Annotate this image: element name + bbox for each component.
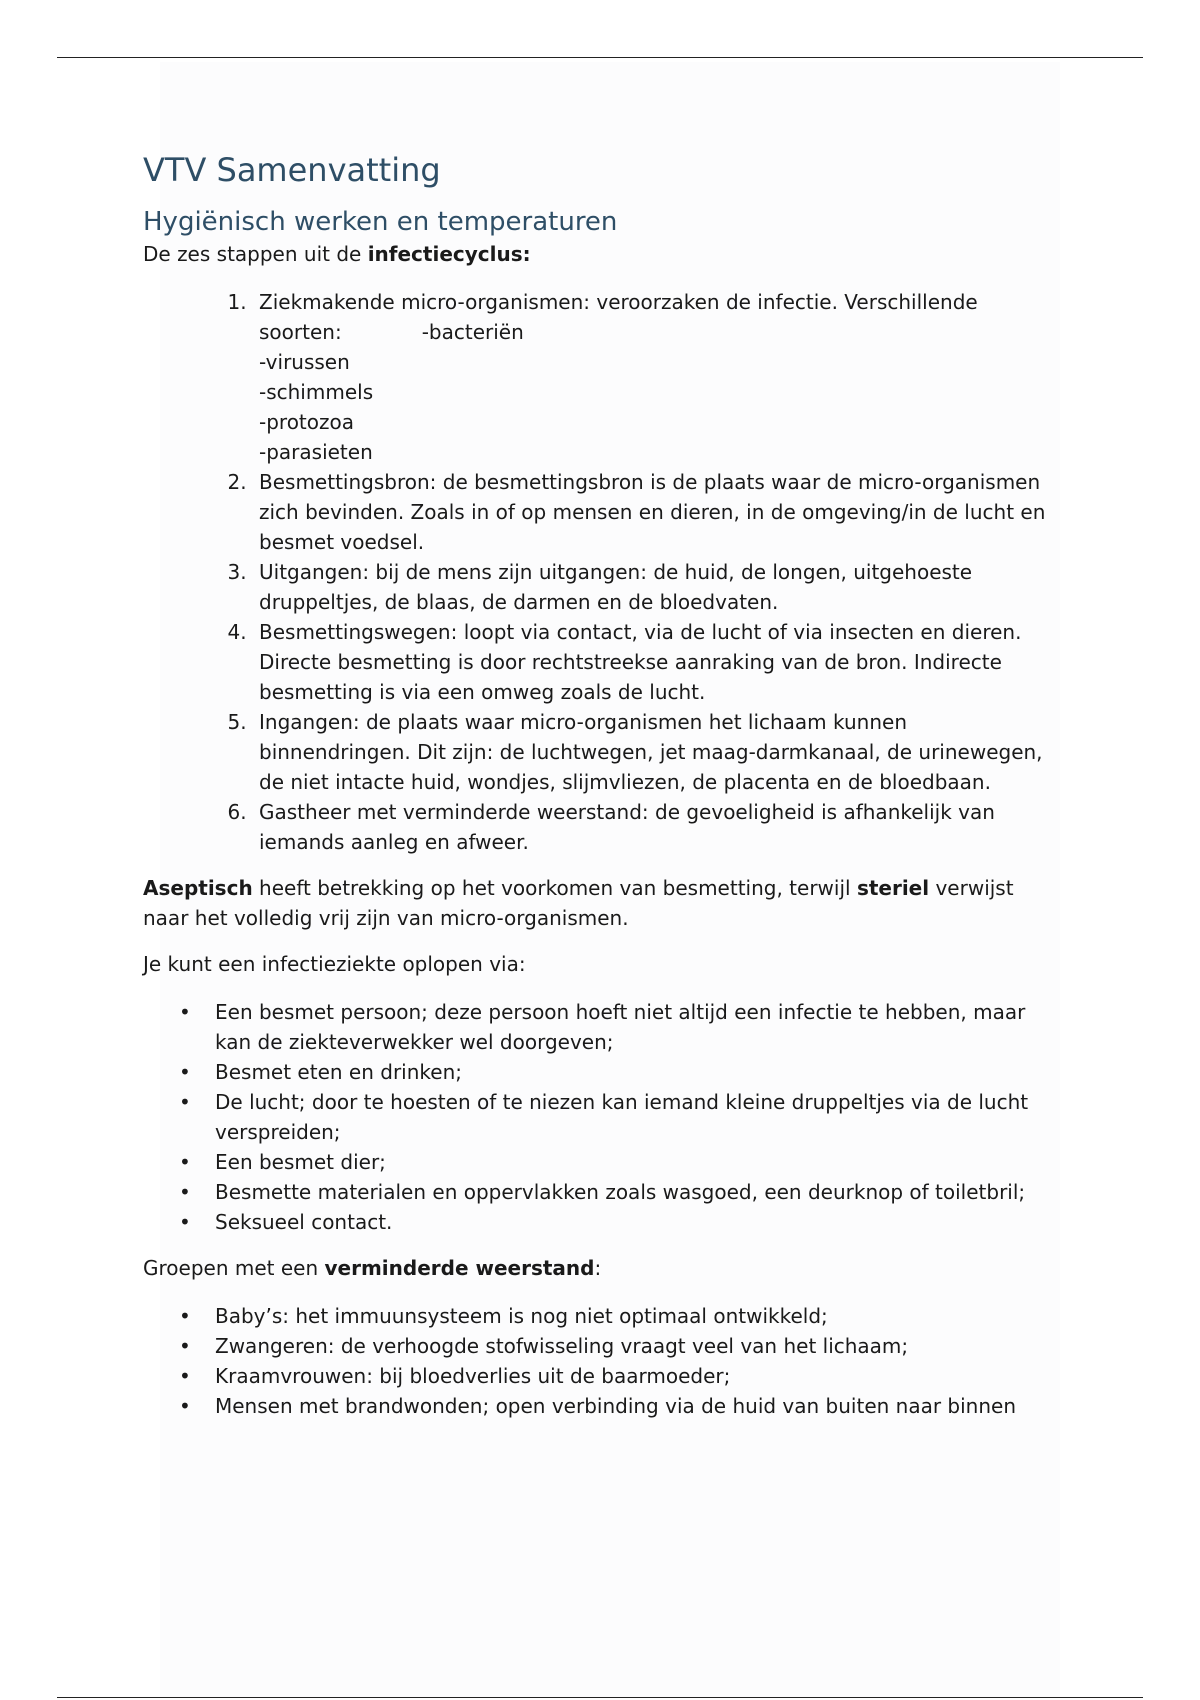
list-item: • Een besmet dier; — [215, 1147, 1063, 1177]
list-item: • Zwangeren: de verhoogde stofwisseling vraagt veel van het lichaam; — [215, 1331, 1063, 1361]
document-title: VTV Samenvatting — [143, 151, 441, 189]
list-item: • Besmet eten en drinken; — [215, 1057, 1063, 1087]
kind-item: -schimmels — [259, 380, 374, 405]
document-page — [143, 150, 1063, 1421]
groups-intro-colon: : — [594, 1256, 602, 1281]
infection-cycle-list — [143, 287, 1063, 857]
cycle-intro — [143, 239, 1063, 269]
list-item: • Kraamvrouwen: bij bloedverlies uit de baarmoeder; — [215, 1361, 1063, 1391]
cycle-intro-bold: infectiecyclus: — [367, 242, 531, 267]
groups-intro — [143, 1253, 1063, 1283]
kind-item: -parasieten — [259, 440, 373, 465]
cycle-intro-text: De zes stappen uit de — [143, 242, 368, 267]
header-rule — [57, 57, 1143, 58]
list-item: • Besmette materialen en oppervlakken zoals wasgoed, een deurknop of toiletbril; — [215, 1177, 1063, 1207]
list-item: • Baby’s: het immuunsysteem is nog niet optimaal ontwikkeld; — [215, 1301, 1063, 1331]
term-aseptisch: Aseptisch — [143, 876, 253, 901]
footer-rule — [57, 1697, 1143, 1698]
kind-item: -virussen — [259, 350, 350, 375]
infection-routes-list — [143, 997, 1063, 1237]
term-steriel: steriel — [856, 876, 930, 901]
list-item: • Een besmet persoon; deze persoon hoeft niet altijd een infectie te hebben, maar kan de ziekteverwekker wel doorgeven; — [215, 997, 1063, 1057]
groups-list — [143, 1301, 1063, 1421]
kind-item: -bacteriën — [421, 320, 524, 345]
list-item: • Seksueel contact. — [215, 1207, 1063, 1237]
section-heading: Hygiënisch werken en temperaturen — [143, 206, 618, 237]
aseptisch-paragraph — [143, 873, 1063, 933]
kind-item: -protozoa — [259, 410, 354, 435]
infection-intro: Je kunt een infectieziekte oplopen via: — [143, 952, 526, 977]
list-item: • De lucht; door te hoesten of te niezen kan iemand kleine druppeltjes via de lucht verspreiden; — [215, 1087, 1063, 1147]
aseptisch-text: heeft betrekking op het voorkomen van besmetting, terwijl — [252, 876, 857, 901]
cycle-item: 4. Besmettingswegen: loopt via contact, via de lucht of via insecten en dieren. Directe besmetting is door rechtstreekse aanraking van de bron. Indirecte besmetting is via een omweg zoals de lucht. — [253, 617, 1063, 707]
cycle-item: 6. Gastheer met verminderde weerstand: de gevoeligheid is afhankelijk van iemands aanleg en afweer. — [253, 797, 1063, 857]
groups-intro-text: Groepen met een — [143, 1256, 325, 1281]
cycle-item: 3. Uitgangen: bij de mens zijn uitgangen: de huid, de longen, uitgehoeste druppeltjes, de blaas, de darmen en de bloedvaten. — [253, 557, 1063, 617]
cycle-item: 2. Besmettingsbron: de besmettingsbron is de plaats waar de micro-organismen zich bevinden. Zoals in of op mensen en dieren, in de omgeving/in de lucht en besmet voedsel. — [253, 467, 1063, 557]
list-item: • Mensen met brandwonden; open verbinding via de huid van buiten naar binnen — [215, 1391, 1063, 1421]
cycle-item — [253, 287, 1063, 467]
cycle-item: 5. Ingangen: de plaats waar micro-organismen het lichaam kunnen binnendringen. Dit zijn: de luchtwegen, jet maag-darmkanaal, de urinewegen, de niet intacte huid, wondjes, slijmvliezen, de placenta en de bloedbaan. — [253, 707, 1063, 797]
steriel-text: verwijst naar het volledig vrij zijn van micro-organismen. — [143, 876, 1014, 931]
cycle-item-text: Ziekmakende micro-organismen: veroorzaken de infectie. Verschillende soorten: — [259, 290, 978, 345]
groups-intro-bold: verminderde weerstand — [324, 1256, 595, 1281]
